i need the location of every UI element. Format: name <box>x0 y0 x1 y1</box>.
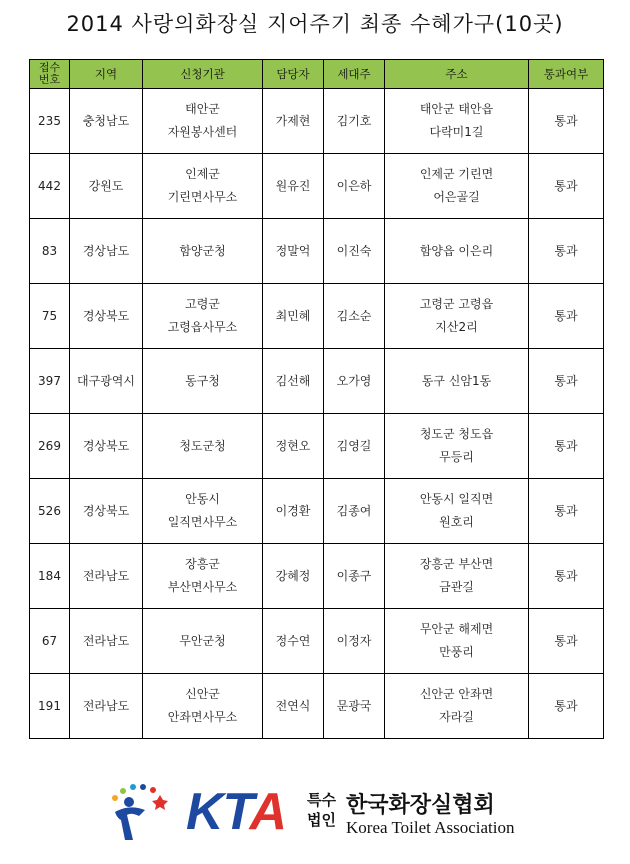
cell-org <box>143 284 263 349</box>
cell-region <box>70 479 143 544</box>
corp-line1: 특수 <box>307 791 336 809</box>
cell-household <box>324 609 385 674</box>
table-row <box>30 89 604 154</box>
table-row <box>30 219 604 284</box>
cell-address <box>385 609 529 674</box>
cell-result-line: 통과 <box>554 113 578 128</box>
cell-org <box>143 674 263 739</box>
cell-household-line: 이은하 <box>336 178 372 193</box>
cell-manager <box>263 284 324 349</box>
cell-org-line: 기린면사무소 <box>167 190 238 204</box>
corp-line2: 법인 <box>307 811 336 829</box>
header-region: 지역 <box>70 60 143 89</box>
header-receipt-number-line1: 접수 <box>38 61 61 74</box>
cell-org <box>143 544 263 609</box>
cell-manager <box>263 609 324 674</box>
table-row <box>30 284 604 349</box>
cell-region-line: 전라남도 <box>82 568 130 583</box>
cell-org-line: 고령군 <box>185 297 220 311</box>
special-corporation-label <box>307 790 336 830</box>
cell-region-line: 강원도 <box>88 178 124 193</box>
cell-household <box>324 674 385 739</box>
cell-result-line: 통과 <box>554 178 578 193</box>
cell-address-line: 무안군 해제면 <box>419 622 494 636</box>
cell-manager-line: 정현오 <box>275 438 311 453</box>
cell-address-line: 자라길 <box>439 710 474 724</box>
cell-org <box>143 479 263 544</box>
cell-result-line: 통과 <box>554 308 578 323</box>
cell-region <box>70 609 143 674</box>
cell-address <box>385 154 529 219</box>
cell-manager <box>263 414 324 479</box>
cell-manager-line: 원유진 <box>275 178 311 193</box>
cell-address <box>385 284 529 349</box>
cell-org-line: 일직면사무소 <box>167 515 238 529</box>
cell-org <box>143 349 263 414</box>
cell-household-line: 이정자 <box>336 633 372 648</box>
kta-wordmark-kt: KT <box>186 783 250 841</box>
table-row <box>30 674 604 739</box>
cell-address-line: 어은골길 <box>433 190 480 204</box>
cell-result-line: 통과 <box>554 568 578 583</box>
cell-region <box>70 154 143 219</box>
cell-receipt-number-line: 67 <box>41 633 58 648</box>
cell-household <box>324 219 385 284</box>
cell-receipt-number <box>30 674 70 739</box>
cell-manager-line: 가제현 <box>275 113 311 128</box>
cell-receipt-number <box>30 609 70 674</box>
cell-manager-line: 정수연 <box>275 633 311 648</box>
cell-result <box>529 89 604 154</box>
cell-address-line: 무등리 <box>439 450 474 464</box>
cell-manager-line: 김선해 <box>275 373 311 388</box>
cell-household-line: 김종여 <box>336 503 372 518</box>
kta-wordmark-a: A <box>249 783 287 841</box>
cell-manager-line: 정말억 <box>275 243 311 258</box>
cell-receipt-number <box>30 544 70 609</box>
cell-receipt-number <box>30 349 70 414</box>
cell-org-line: 인제군 <box>185 167 220 181</box>
cell-result <box>529 479 604 544</box>
cell-address <box>385 89 529 154</box>
person-emblem-icon <box>105 782 185 844</box>
cell-result-line: 통과 <box>554 438 578 453</box>
cell-region <box>70 674 143 739</box>
cell-household-line: 이진숙 <box>336 243 372 258</box>
cell-receipt-number <box>30 219 70 284</box>
table-row <box>30 609 604 674</box>
cell-region <box>70 544 143 609</box>
cell-address <box>385 219 529 284</box>
table-row <box>30 479 604 544</box>
cell-result-line: 통과 <box>554 503 578 518</box>
cell-manager <box>263 544 324 609</box>
cell-result <box>529 609 604 674</box>
cell-receipt-number <box>30 154 70 219</box>
cell-org <box>143 609 263 674</box>
cell-household <box>324 349 385 414</box>
cell-region <box>70 89 143 154</box>
table-row <box>30 154 604 219</box>
cell-result <box>529 414 604 479</box>
cell-address-line: 태안군 태안읍 <box>419 102 494 116</box>
org-name-korean: 한국화장실협회 <box>346 793 495 818</box>
cell-org <box>143 414 263 479</box>
cell-result-line: 통과 <box>554 373 578 388</box>
cell-org-line: 태안군 <box>185 102 220 116</box>
header-manager: 담당자 <box>263 60 324 89</box>
cell-result-line: 통과 <box>554 698 578 713</box>
cell-region-line: 경상남도 <box>82 243 130 258</box>
cell-address <box>385 349 529 414</box>
cell-address-line: 고령군 고령읍 <box>419 297 494 311</box>
cell-manager-line: 최민혜 <box>275 308 311 323</box>
cell-household-line: 문광국 <box>336 698 372 713</box>
cell-receipt-number <box>30 284 70 349</box>
cell-org-line: 부산면사무소 <box>167 580 238 594</box>
header-receipt-number <box>30 60 70 89</box>
cell-result-line: 통과 <box>554 243 578 258</box>
kta-wordmark <box>186 784 286 840</box>
cell-receipt-number-line: 75 <box>41 308 58 323</box>
cell-household <box>324 414 385 479</box>
cell-manager-line: 강혜정 <box>275 568 311 583</box>
cell-region <box>70 219 143 284</box>
cell-manager <box>263 219 324 284</box>
cell-address-line: 장흥군 부산면 <box>419 557 494 571</box>
cell-receipt-number-line: 269 <box>38 438 61 453</box>
cell-manager <box>263 674 324 739</box>
cell-manager <box>263 89 324 154</box>
cell-org-line: 청도군청 <box>179 438 226 453</box>
cell-receipt-number-line: 442 <box>38 178 61 193</box>
cell-address-line: 인제군 기린면 <box>419 167 494 181</box>
cell-org <box>143 219 263 284</box>
cell-org-line: 함양군청 <box>179 243 226 258</box>
cell-address-line: 지산2리 <box>435 320 478 334</box>
cell-receipt-number-line: 83 <box>41 243 58 258</box>
header-result: 통과여부 <box>529 60 604 89</box>
cell-household <box>324 89 385 154</box>
cell-household <box>324 479 385 544</box>
cell-region <box>70 349 143 414</box>
cell-region-line: 충청남도 <box>82 113 130 128</box>
cell-address <box>385 479 529 544</box>
header-receipt-number-line2: 번호 <box>38 73 61 86</box>
cell-org <box>143 154 263 219</box>
cell-household-line: 김소순 <box>336 308 372 323</box>
cell-address <box>385 544 529 609</box>
cell-region-line: 전라남도 <box>82 698 130 713</box>
cell-receipt-number-line: 397 <box>38 373 61 388</box>
cell-address-line: 다락미1길 <box>429 125 484 139</box>
table-header-row <box>30 60 604 89</box>
cell-address-line: 청도군 청도읍 <box>419 427 494 441</box>
cell-org-line: 장흥군 <box>185 557 220 571</box>
cell-region-line: 경상북도 <box>82 308 130 323</box>
beneficiary-table <box>29 59 604 739</box>
page-title: 2014 사랑의화장실 지어주기 최종 수혜가구(10곳) <box>66 12 564 36</box>
table-row <box>30 349 604 414</box>
cell-org <box>143 89 263 154</box>
cell-org-line: 안좌면사무소 <box>167 710 238 724</box>
table-row <box>30 544 604 609</box>
cell-region-line: 전라남도 <box>82 633 130 648</box>
cell-region-line: 경상북도 <box>82 438 130 453</box>
table-row <box>30 414 604 479</box>
cell-manager <box>263 479 324 544</box>
header-address: 주소 <box>385 60 529 89</box>
cell-receipt-number-line: 526 <box>38 503 61 518</box>
cell-result <box>529 674 604 739</box>
cell-manager-line: 이경환 <box>275 503 311 518</box>
cell-result <box>529 284 604 349</box>
cell-result <box>529 154 604 219</box>
cell-receipt-number-line: 235 <box>38 113 61 128</box>
cell-org-line: 신안군 <box>185 687 220 701</box>
cell-receipt-number <box>30 414 70 479</box>
cell-household <box>324 544 385 609</box>
cell-org-line: 동구청 <box>185 373 220 388</box>
cell-receipt-number-line: 184 <box>38 568 61 583</box>
cell-household <box>324 284 385 349</box>
cell-org-line: 고령읍사무소 <box>167 320 238 334</box>
cell-result <box>529 219 604 284</box>
cell-receipt-number-line: 191 <box>38 698 61 713</box>
cell-result <box>529 544 604 609</box>
cell-org-line: 자원봉사센터 <box>167 125 238 139</box>
cell-manager <box>263 154 324 219</box>
header-household: 세대주 <box>324 60 385 89</box>
cell-org-line: 무안군청 <box>179 633 226 648</box>
cell-result-line: 통과 <box>554 633 578 648</box>
cell-address <box>385 674 529 739</box>
cell-region <box>70 414 143 479</box>
cell-region-line: 경상북도 <box>82 503 130 518</box>
cell-address-line: 함양읍 이은리 <box>419 243 494 258</box>
cell-result <box>529 349 604 414</box>
cell-manager <box>263 349 324 414</box>
cell-household-line: 김기호 <box>336 113 372 128</box>
cell-household <box>324 154 385 219</box>
cell-region-line: 대구광역시 <box>77 373 135 388</box>
cell-address-line: 동구 신암1동 <box>421 373 492 388</box>
cell-address-line: 신안군 안좌면 <box>419 687 494 701</box>
cell-address-line: 금관길 <box>439 580 474 594</box>
cell-receipt-number <box>30 89 70 154</box>
cell-address <box>385 414 529 479</box>
cell-manager-line: 전연식 <box>275 698 311 713</box>
org-name-english: Korea Toilet Association <box>346 818 515 837</box>
cell-household-line: 이종구 <box>336 568 372 583</box>
cell-address-line: 원호리 <box>439 515 474 529</box>
cell-address-line: 만풍리 <box>439 645 474 659</box>
cell-region <box>70 284 143 349</box>
cell-household-line: 오가영 <box>336 373 372 388</box>
cell-household-line: 김영길 <box>336 438 372 453</box>
cell-receipt-number <box>30 479 70 544</box>
cell-address-line: 안동시 일직면 <box>419 492 494 506</box>
cell-org-line: 안동시 <box>185 492 220 506</box>
header-org: 신청기관 <box>143 60 263 89</box>
